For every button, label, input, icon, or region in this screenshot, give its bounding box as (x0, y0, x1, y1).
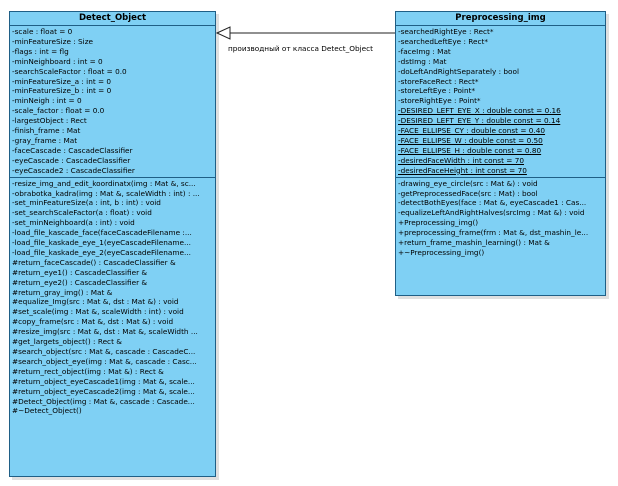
class-name: Detect_Object (10, 12, 215, 26)
attribute-row[interactable]: -desiredFaceHeight : int const = 70 (398, 165, 527, 175)
attribute-row[interactable]: -FACE_ELLIPSE_CY : double const = 0.40 (398, 126, 546, 136)
attribute-row[interactable]: -FACE_ELLIPSE_W : double const = 0.50 (398, 135, 543, 145)
operation-row[interactable]: -drawing_eye_circle(src : Mat &) : void (398, 178, 538, 188)
operation-row[interactable]: #return_rect_object(img : Mat &) : Rect & (12, 366, 164, 376)
operation-row[interactable]: #return_gray_img() : Mat & (12, 287, 113, 297)
attribute-row[interactable]: -FACE_ELLIPSE_H : double const = 0.80 (398, 145, 542, 155)
operation-row[interactable]: #equalize_Img(src : Mat &, dst : Mat &) : void (12, 297, 179, 307)
attribute-row[interactable]: -largestObject : Rect (12, 116, 87, 126)
operation-row[interactable]: -resize_img_and_edit_koordinatx(img : Mat &, sc... (12, 178, 196, 188)
operation-row[interactable]: -load_file_kaskade_eye_1(eyeCascadeFilename... (12, 238, 191, 248)
operation-row[interactable]: #return_object_eyeCascade1(img : Mat &, scale... (12, 376, 195, 386)
attribute-row[interactable]: -scale_factor : float = 0.0 (12, 106, 105, 116)
attribute-row[interactable]: -searchScaleFactor : float = 0.0 (12, 66, 127, 76)
attribute-row[interactable]: -searchedRightEye : Rect* (398, 27, 494, 36)
generalization-label: производный от класса Detect_Object (228, 44, 374, 53)
operation-row[interactable]: +~Preprocessing_img() (398, 247, 485, 257)
operation-row[interactable]: #~Detect_Object() (12, 406, 82, 416)
operation-row[interactable]: +return_frame_mashin_learning() : Mat & (398, 238, 550, 248)
operation-row[interactable]: #set_scale(img : Mat &, scaleWidth : int) : void (12, 307, 184, 317)
attributes-compartment (396, 26, 605, 178)
attribute-row[interactable]: -minFeatureSize : Size (12, 36, 94, 46)
operation-row[interactable]: #return_faceCascade() : CascadeClassifier & (12, 257, 176, 267)
attribute-row[interactable]: -doLeftAndRightSeparately : bool (398, 66, 519, 76)
attribute-row[interactable]: -faceImg : Mat (398, 46, 451, 56)
attributes-compartment (10, 26, 215, 178)
class-name: Preprocessing_img (396, 12, 605, 26)
operation-row[interactable]: #return_eye1() : CascadeClassifier & (12, 267, 148, 277)
attribute-row[interactable]: -faceCascade : CascadeClassifier (12, 145, 133, 155)
attribute-row[interactable]: -storeRightEye : Point* (398, 96, 481, 106)
attribute-row[interactable]: -minFeatureSize_b : int = 0 (12, 86, 112, 96)
attribute-row[interactable]: -minNeigh : int = 0 (12, 96, 82, 106)
operation-row[interactable]: #get_largets_object() : Rect & (12, 337, 122, 347)
attribute-row[interactable]: -eyeCascade : CascadeClassifier (12, 155, 131, 165)
operation-row[interactable]: #resize_img(src : Mat &, dst : Mat &, scaleWidth ... (12, 327, 198, 337)
operation-row[interactable]: -set_searchScaleFactor(a : float) : void (12, 208, 152, 218)
attribute-row[interactable]: -scale : float = 0 (12, 27, 73, 36)
operations-compartment (10, 178, 215, 418)
operations-compartment (396, 178, 605, 259)
attribute-row[interactable]: -storeLeftEye : Point* (398, 86, 476, 96)
operation-row[interactable]: #return_object_eyeCascade2(img : Mat &, scale... (12, 386, 195, 396)
attribute-row[interactable]: -minFeatureSize_a : int = 0 (12, 76, 112, 86)
attribute-row[interactable]: -gray_frame : Mat (12, 135, 78, 145)
attribute-row[interactable]: -minNeighboard : int = 0 (12, 56, 103, 66)
operation-row[interactable]: +preprocessing_frame(frm : Mat &, dst_mashin_le... (398, 228, 589, 238)
operation-row[interactable]: #search_object(src : Mat &, cascade : CascadeC... (12, 347, 196, 356)
generalization-arrowhead (217, 27, 230, 39)
attribute-row[interactable]: -DESIRED_LEFT_EYE_Y : double const = 0.14 (398, 116, 561, 126)
attribute-row[interactable]: -DESIRED_LEFT_EYE_X : double const = 0.16 (398, 106, 561, 116)
operation-row[interactable]: #copy_frame(src : Mat &, dst : Mat &) : void (12, 317, 174, 327)
attribute-row[interactable]: -desiredFaceWidth : int const = 70 (398, 155, 524, 165)
operation-row[interactable]: -equalizeLeftAndRightHalves(srcImg : Mat &) : void (398, 208, 585, 218)
operation-row[interactable]: -set_minNeighboard(a : int) : void (12, 218, 135, 228)
operation-row[interactable]: #search_object_eye(img : Mat &, cascade : Casc... (12, 356, 197, 366)
attribute-row[interactable]: -eyeCascade2 : CascadeClassifier (12, 165, 135, 175)
operation-row[interactable]: -load_file_kascade_face(faceCascadeFilename :... (12, 228, 192, 238)
operation-row[interactable]: -set_minFeatureSize(a : int, b : int) : void (12, 198, 161, 208)
operation-row[interactable]: -getPreprocessedFace(src : Mat) : bool (398, 188, 538, 198)
operation-row[interactable]: #Detect_Object(img : Mat &, cascade : Cascade... (12, 396, 195, 406)
attribute-row[interactable]: -searchedLeftEye : Rect* (398, 36, 488, 46)
class-preprocessing-img[interactable] (395, 11, 606, 296)
attribute-row[interactable]: -dstImg : Mat (398, 56, 447, 66)
operation-row[interactable]: -obrabotka_kadra(img : Mat &, scaleWidth : int) : ... (12, 188, 200, 198)
operation-row[interactable]: -detectBothEyes(face : Mat &, eyeCascade1 : Cas... (398, 198, 587, 208)
operation-row[interactable]: #return_eye2() : CascadeClassifier & (12, 277, 148, 287)
attribute-row[interactable]: -flags : int = flg (12, 46, 69, 56)
attribute-row[interactable]: -storeFaceRect : Rect* (398, 76, 479, 86)
operation-row[interactable]: -load_file_kaskade_eye_2(eyeCascadeFilename... (12, 247, 191, 257)
attribute-row[interactable]: -finish_frame : Mat (12, 126, 81, 136)
operation-row[interactable]: +Preprocessing_img() (398, 218, 479, 228)
class-detect-object[interactable] (9, 11, 216, 477)
